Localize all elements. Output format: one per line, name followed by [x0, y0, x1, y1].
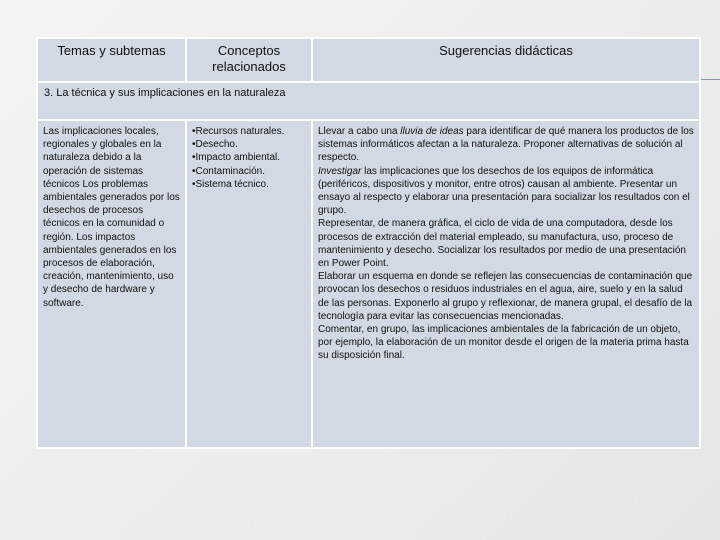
- conceptos-cell: [186, 120, 312, 448]
- temas-cell: Las implicaciones locales, regionales y globales en la naturaleza debido a la operación de sistemas técnicos Los problemas ambientales generados por los desechos de procesos técnicos en la comunidad o región. Los impactos ambientales generados en los procesos de elaboración, creación, mantenimiento, uso y desecho de hardware y software.: [37, 120, 186, 448]
- suggestion-paragraph: Representar, de manera gráfica, el ciclo de vida de una computadora, desde los procesos de extracción del material empleado, su manufactura, uso, proceso de mantenimiento y desecho. Socializar los resultados por medio de una presentación en Power Point.: [318, 218, 686, 270]
- suggestion-paragraph: Investigar las implicaciones que los desechos de los equipos de informática (periféricos, dispositivos y monitor, entre otros) causan al ambiente. Presentar un ensayo al respecto y elaborar una presentación para socializar los resultados con el grupo.: [318, 165, 690, 217]
- suggestion-paragraph: Llevar a cabo una lluvia de ideas para identificar de qué manera los productos de los sistemas informáticos afectan a la naturaleza. Proponer alternativas de solución al respecto.: [318, 126, 694, 164]
- curriculum-table: [36, 37, 701, 449]
- concept-item: • Impacto ambiental.: [192, 151, 306, 164]
- concept-item: • Contaminación.: [192, 165, 306, 178]
- sugerencias-cell: [312, 120, 700, 448]
- header-cell-sugerencias: Sugerencias didácticas: [312, 38, 700, 82]
- suggestion-paragraph: Elaborar un esquema en donde se reflejen las consecuencias de contaminación que provocan los desechos o residuos industriales en el agua, aire, suelo y en la salud de las personas. Exponerlo al grupo y reflexionar, de manera grupal, el desafío de la tecnología para evitar las consecuencias mencionadas.: [318, 271, 693, 322]
- content-row: [37, 120, 700, 448]
- concepts-list: [192, 125, 306, 191]
- concept-item: • Recursos naturales.: [192, 125, 306, 138]
- section-row: [37, 82, 700, 120]
- header-row: [37, 38, 700, 82]
- header-cell-conceptos: Conceptos relacionados: [186, 38, 312, 82]
- concept-item: • Desecho.: [192, 138, 306, 151]
- suggestion-paragraph: Comentar, en grupo, las implicaciones ambientales de la fabricación de un objeto, por ejemplo, la elaboración de un monitor desde el origen de la materia prima hasta su disposición final.: [318, 324, 689, 362]
- section-title: 3. La técnica y sus implicaciones en la naturaleza: [37, 82, 700, 120]
- header-cell-temas: Temas y subtemas: [37, 38, 186, 82]
- concept-item: • Sistema técnico.: [192, 178, 306, 191]
